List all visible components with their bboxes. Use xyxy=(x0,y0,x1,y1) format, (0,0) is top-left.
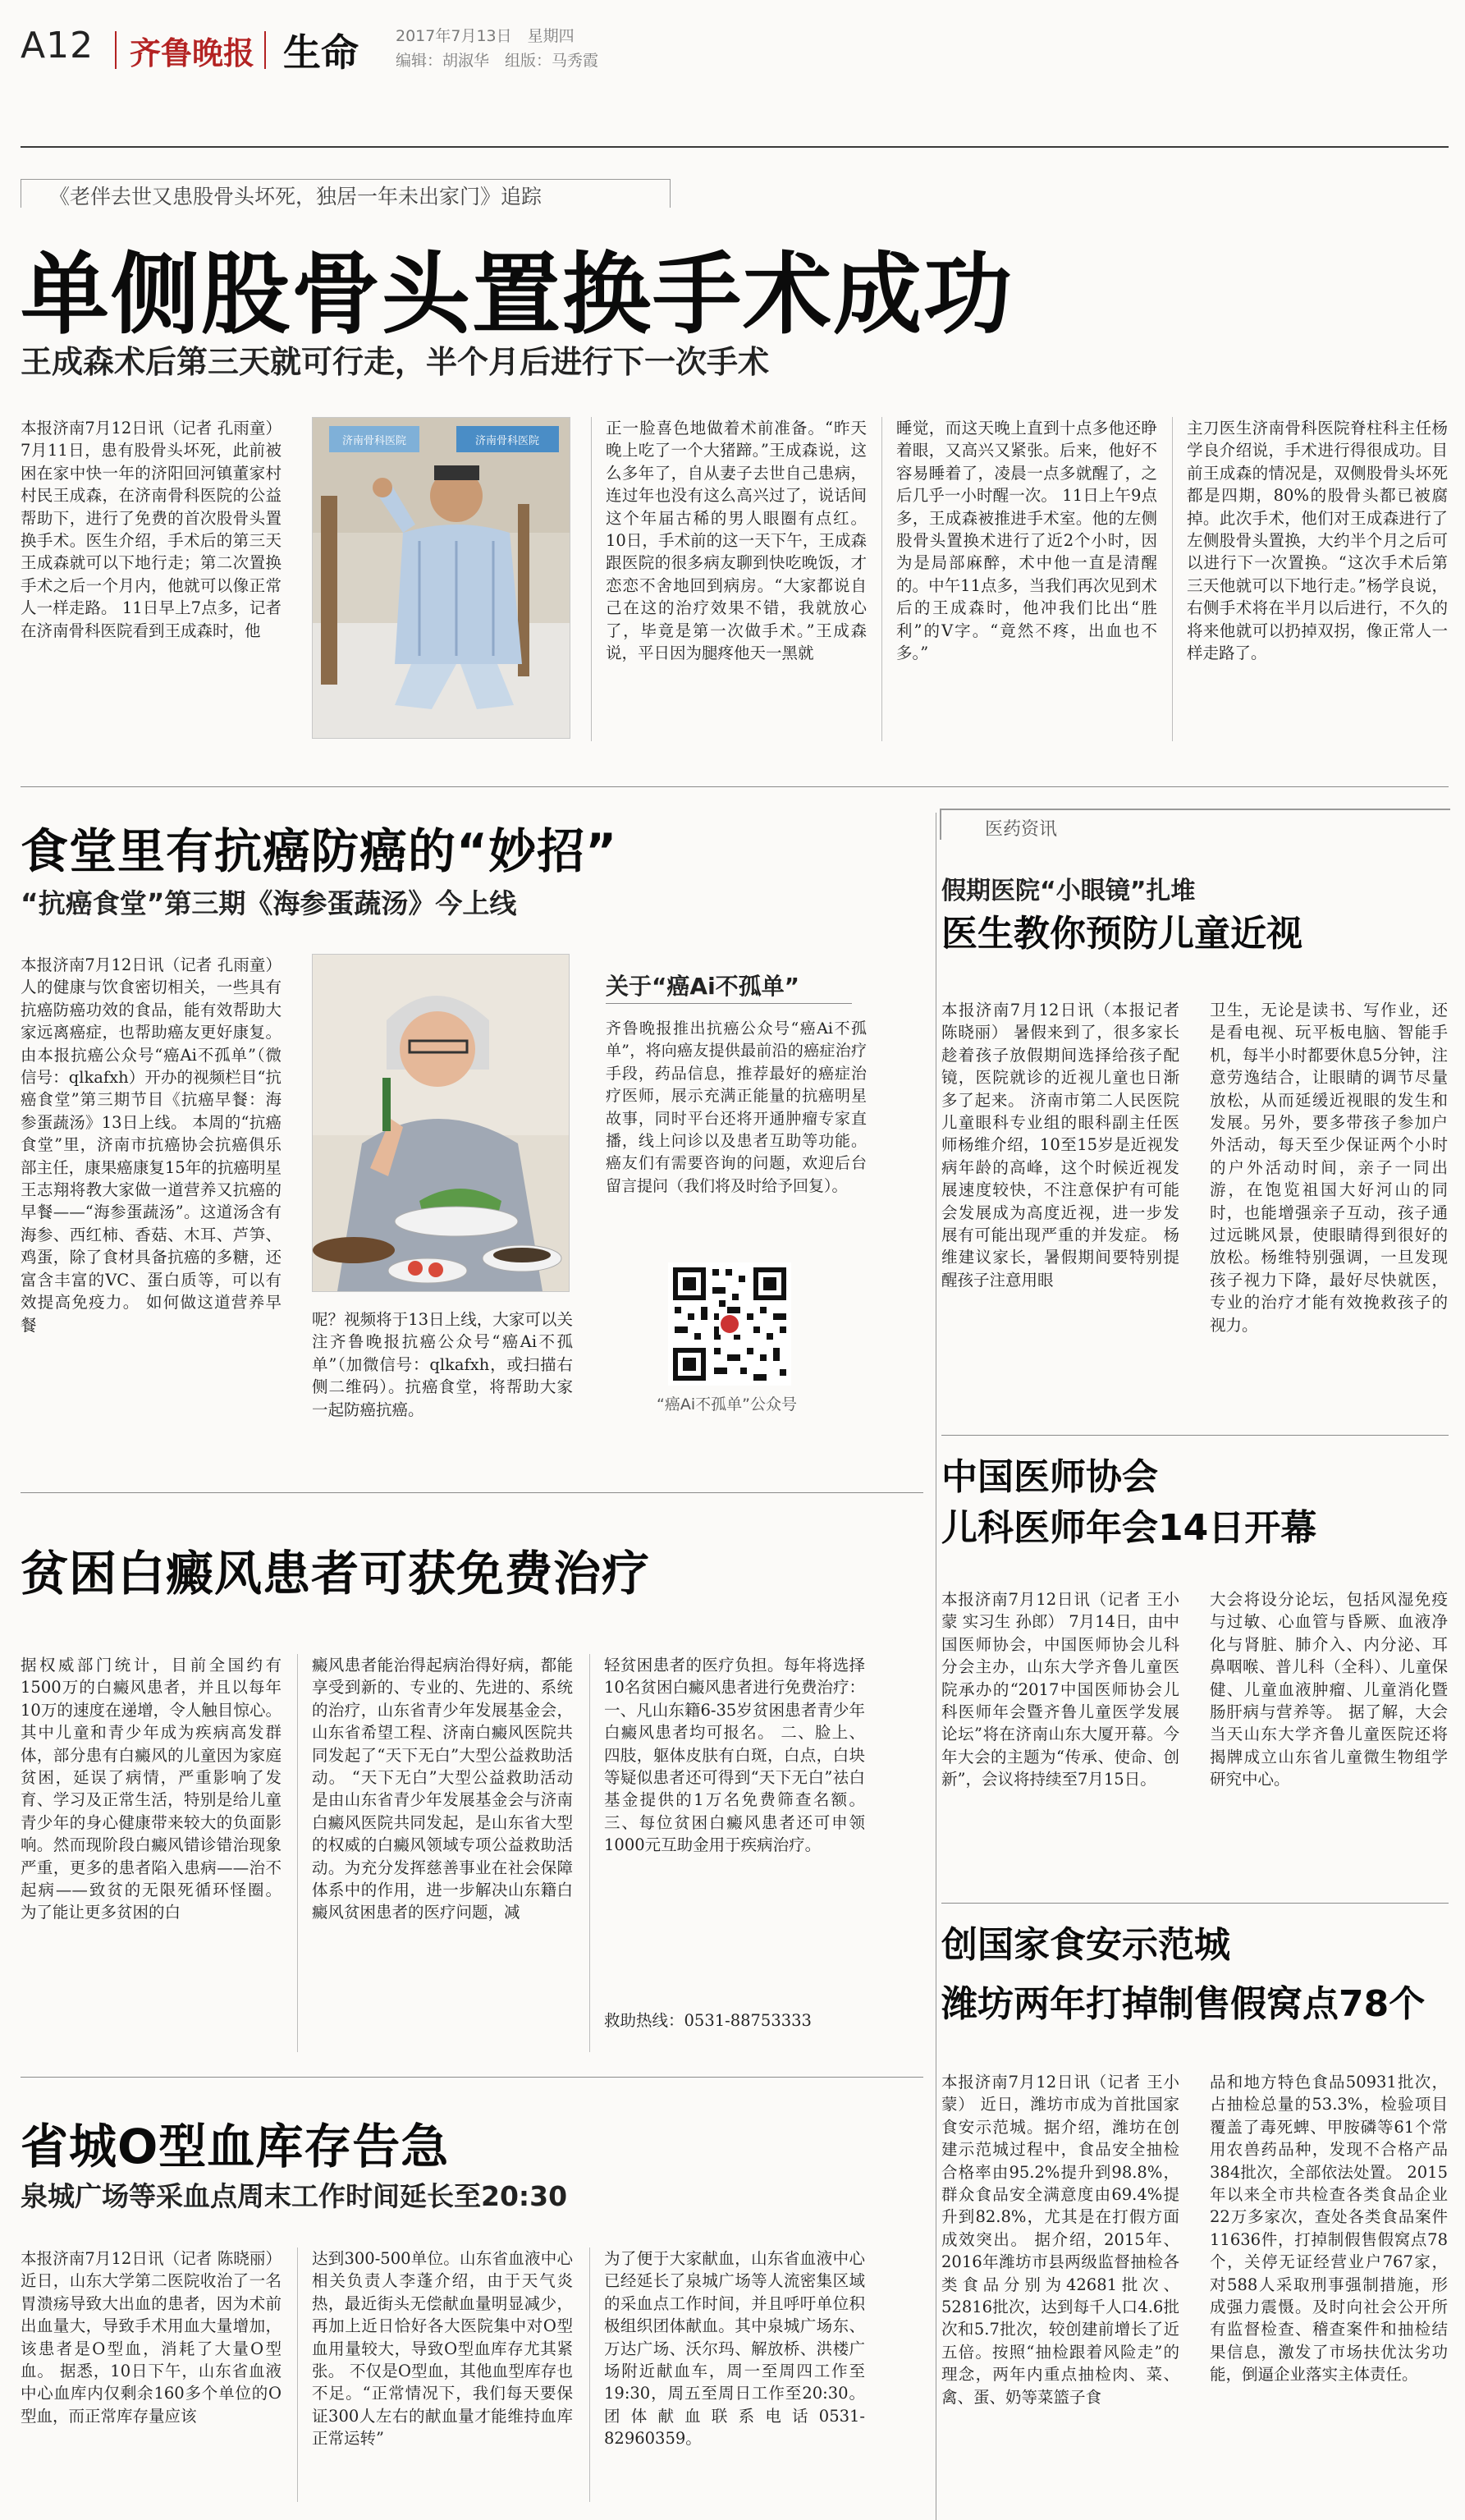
story1-headline: 单侧股骨头置换手术成功 xyxy=(21,244,1014,346)
masthead-rule xyxy=(21,146,1449,148)
story7-headline-line1: 创国家食安示范城 xyxy=(941,1924,1230,1966)
story4-col2: 达到300-500单位。山东省血液中心相关负责人李蓬介绍，由于天气炎热，最近街头无偿献血量明显减少，再加上近日恰好各大医院集中对O型血用量较大，导致O型血库存尤其紧张。 不仅是O型血，其他血型库存也不足。“正常情况下，我们每天要保证300人左右的献血量才能维持血库正常运转” xyxy=(312,2249,573,2449)
column-rule xyxy=(589,2247,590,2502)
date-line: 2017年7月13日 星期四 xyxy=(396,27,575,45)
story3-col2: 癜风患者能治得起病治得好病，都能享受到新的、专业的、先进的、系统的治疗，山东省青少年发展基金会，山东省希望工程、济南白癜风医院共同发起了“天下无白”大型公益救助活动。 “天下无白”大型公益救助活动是由山东省青少年发展基金会与济南白癜风医院共同发起，是山东省大型的权威的白癜风领域专项公益救助活动。为充分发挥慈善事业在社会保障体系中的作用，进一步解决山东籍白癜风贫困患者的医疗问题，减 xyxy=(312,1656,573,1922)
editor-line: 编辑：胡淑华 组版：马秀霞 xyxy=(396,52,599,70)
story1-col2: 正一脸喜色地做着术前准备。“昨天晚上吃了一个大猪蹄。”王成森说，这么多年了，自从妻子去世自己患病，连过年也没有这么高兴过了，说话间这个年届古稀的男人眼圈有点红。 10日，手术前的这一天下午，王成森跟医院的很多病友聊到快吃晚饭，才恋恋不舍地回到病房。“大家都说自己在这的治疗效果不错，我就放心了，毕竟是第一次做手术。”王成森说，平日因为腿疼他天一黑就 xyxy=(606,419,867,663)
story1-col1: 本报济南7月12日讯（记者 孔雨童） 7月11日，患有股骨头坏死，此前被困在家中快一年的济阳回河镇董家村村民王成森，在济南骨科医院的公益帮助下，进行了免费的首次股骨头置换手术。医生介绍，手术后的第三天王成森就可以下地行走；第二次置换手术之后一个月内，他就可以像正常人一样走路。 11日早上7点多，记者在济南骨科医院看到王成森时，他 xyxy=(21,419,282,640)
story3-col3: 轻贫困患者的医疗负担。每年将选择10名贫困白癜风患者进行免费治疗： 一、凡山东籍6-35岁贫困患者青少年白癜风患者均可报名。 二、脸上、四肢，躯体皮肤有白斑，白点，白块等疑似患者还可得到“天下无白”祛白基金提供的1万名免费筛查名额。 三、每位贫困白癜风患者还可申领1000元互助金用于疾病治疗。 xyxy=(604,1656,865,1855)
patient-photo-image xyxy=(313,418,570,738)
chef-photo xyxy=(312,954,570,1292)
info-box-title: 关于“癌Ai不孤单” xyxy=(606,973,800,1000)
story2-col1: 本报济南7月12日讯（记者 孔雨童） 人的健康与饮食密切相关，一些具有抗癌防癌功效的食品，能有效帮助大家远离癌症，也帮助癌友更好康复。由本报抗癌公众号“癌Ai不孤单”（微信号：qlkafxh）开办的视频栏目“抗癌食堂”第三期节目《抗癌早餐：海参蛋蔬汤》13日上线。 本周的“抗癌食堂”里，济南市抗癌协会抗癌俱乐部主任，康果癌康复15年的抗癌明星王志翔将教大家做一道营养又抗癌的早餐——“海参蛋蔬汤”。这道汤含有海参、西红柿、香菇、木耳、芦笋、鸡蛋，除了食材具备抗癌的多糖，还富含丰富的VC、蛋白质等，可以有效提高免疫力。 如何做这道营养早餐 xyxy=(21,955,282,1335)
column-rule xyxy=(1172,417,1173,741)
masthead-divider xyxy=(264,31,266,69)
column-rule xyxy=(297,2247,298,2502)
story7-col2: 品和地方特色食品50931批次，占抽检总量的53.3%，检验项目覆盖了毒死蜱、甲胺磷等61个常用农兽药品种，发现不合格产品384批次，全部依法处置。 2015年以来全市共检查各类食品企业22万多家次，查处各类食品案件11636件，打掉制假售假窝点78个，关停无证经营业户767家，对588人采取刑事强制措施，形成强力震慑。及时向社会公开所有监督检查、稽查案件和抽检结果信息，激发了市场扶优汰劣功能，倒逼企业落实主体责任。 xyxy=(1210,2073,1448,2385)
story1-kicker: 《老伴去世又患股骨头坏死，独居一年未出家门》追踪 xyxy=(49,185,543,208)
hotline: 救助热线：0531-88753333 xyxy=(604,2011,812,2030)
story4-subheadline: 泉城广场等采血点周末工作时间延长至20:30 xyxy=(21,2180,568,2212)
story1-subheadline: 王成森术后第三天就可行走，半个月后进行下一次手术 xyxy=(21,344,770,380)
section-name: 生命 xyxy=(283,30,359,75)
section-rule xyxy=(21,2077,923,2078)
paper-name: 齐鲁晚报 xyxy=(130,34,255,71)
masthead-divider xyxy=(115,31,117,69)
section-rule xyxy=(941,1903,1449,1904)
story4-col1: 本报济南7月12日讯（记者 陈晓丽） 近日，山东大学第二医院收治了一名胃溃疡导致大出血的患者，因为术前出血量大，导致手术用血大量增加，该患者是O型血，消耗了大量O型血。 据悉，10日下午，山东省血液中心血库内仅剩余160多个单位的O型血，而正常库存量应该 xyxy=(21,2249,282,2426)
column-rule xyxy=(297,1654,298,2052)
story3-col1: 据权威部门统计，目前全国约有1500万的白癜风患者，并且以每年10万的速度在递增，令人触目惊心。其中儿童和青少年成为疾病高发群体，部分患有白癜风的儿童因为家庭贫困，延误了病情，严重影响了发育、学习及正常生活，特别是给儿童青少年的身心健康带来较大的负面影响。然而现阶段白癜风错诊错治现象严重，更多的患者陷入患病——治不起病——致贫的无限死循环怪圈。 为了能让更多贫困的白 xyxy=(21,1656,282,1922)
qr-code[interactable] xyxy=(668,1262,791,1386)
story6-headline-line2: 儿科医师年会14日开幕 xyxy=(941,1507,1317,1549)
patient-photo xyxy=(312,417,570,739)
story2-headline: 食堂里有抗癌防癌的“妙招” xyxy=(21,823,618,879)
qr-caption: “癌Ai不孤单”公众号 xyxy=(657,1395,797,1413)
story2-subheadline: “抗癌食堂”第三期《海参蛋蔬汤》今上线 xyxy=(21,887,517,919)
story6-col2: 大会将设分论坛，包括风湿免疫与过敏、心血管与昏厥、血液净化与肾脏、肺介入、内分泌、耳鼻咽喉、普儿科（全科）、儿童保健、儿童血液肿瘤、儿童消化暨肠肝病与营养等。 据了解，大会当天山东大学齐鲁儿童医院还将揭牌成立山东省儿童微生物组学研究中心。 xyxy=(1210,1590,1448,1789)
story6-col1: 本报济南7月12日讯（记者 王小蒙 实习生 孙郎） 7月14日，由中国医师协会，中国医师协会儿科分会主办，山东大学齐鲁儿童医院承办的“2017中国医师协会儿科医师年会暨齐鲁儿童医学发展论坛”将在济南山东大厦开幕。今年大会的主题为“传承、使命、创新”，会议将持续至7月15日。 xyxy=(941,1590,1179,1789)
story1-col3: 睡觉，而这天晚上直到十点多他还睁着眼，又高兴又紧张。后来，他好不容易睡着了，凌晨一点多就醒了，之后几乎一小时醒一次。 11日上午9点多，王成森被推进手术室。他的左侧股骨头置换术进行了近2个小时，因为是局部麻醉，术中他一直是清醒的。中午11点多，当我们再次见到术后的王成森时，他冲我们比出“胜利”的V字。“竟然不疼，出血也不多。” xyxy=(896,419,1157,663)
story7-headline-line2: 潍坊两年打掉制售假窝点78个 xyxy=(941,1983,1426,2025)
section-rule xyxy=(21,786,1449,787)
info-box-rule xyxy=(606,1003,852,1004)
page-number: A12 xyxy=(21,25,94,66)
section-rule xyxy=(941,1435,1449,1436)
story1-col4: 主刀医生济南骨科医院脊柱科主任杨学良介绍说，手术进行得很成功。目前王成森的情况是，双侧股骨头坏死都是四期，80%的股骨头都已被腐掉。此次手术，他们对王成森进行了左侧股骨头置换，大约半个月之后可以进行下一次置换。“这次手术后第三天他就可以下地行走。”杨学良说，右侧手术将在半月以后进行，不久的将来他就可以扔掉双拐，像正常人一样走路了。 xyxy=(1187,419,1448,663)
info-box-text: 齐鲁晚报推出抗癌公众号“癌Ai不孤单”，将向癌友提供最前沿的癌症治疗手段，药品信息，推荐最好的癌症治疗医师，展示充满正能量的抗癌明星故事，同时平台还将开通肿瘤专家直播，线上问诊以及患者互助等功能。癌友们有需要咨询的问题，欢迎后台留言提问（我们将及时给予回复）。 xyxy=(606,1019,867,1195)
story5-col1: 本报济南7月12日讯（本报记者 陈晓丽） 暑假来到了，很多家长趁着孩子放假期间选择给孩子配镜，医院就诊的近视儿童也日渐多了起来。 济南市第二人民医院儿童眼科专业组的眼科副主任医师杨维介绍，10至15岁是近视发病年龄的高峰，这个时候近视发展速度较快，不注意保护有可能会发展成为高度近视，进一步发展有可能出现严重的并发症。 杨维建议家长，暑假期间要特别提醒孩子注意用眼 xyxy=(941,1001,1179,1290)
news-tag: 医药资讯 xyxy=(985,819,1058,840)
story5-col2: 卫生，无论是读书、写作业，还是看电视、玩平板电脑、智能手机，每半小时都要休息5分钟，注意劳逸结合，让眼睛的调节尽量放松，从而延缓近视眼的发生和发展。另外，要多带孩子参加户外活动，每天至少保证两个小时的户外活动时间，亲子一同出游，在饱览祖国大好河山的同时，也能增强亲子互动，孩子通过远眺风景，使眼睛得到很好的放松。杨维特别强调，一旦发现孩子视力下降，最好尽快就医，专业的治疗才能有效挽救孩子的视力。 xyxy=(1210,1001,1448,1335)
story7-col1: 本报济南7月12日讯（记者 王小蒙） 近日，潍坊市成为首批国家食安示范城。据介绍，潍坊在创建示范城过程中，食品安全抽检合格率由95.2%提升到98.8%，群众食品安全满意度由69.4%提升到82.8%，尤其是在打假方面成效突出。 据介绍，2015年、2016年潍坊市县两级监督抽检各类食品分别为42681批次、52816批次，达到每千人口4.6批次和5.7批次，较创建前增长了近五倍。按照“抽检跟着风险走”的理念，两年内重点抽检肉、菜、禽、蛋、奶等菜篮子食 xyxy=(941,2073,1179,2407)
story2-col2: 呢？视频将于13日上线，大家可以关注齐鲁晚报抗癌公众号“癌Ai不孤单”（加微信号：qlkafxh，或扫描右侧二维码）。抗癌食堂，将帮助大家一起防癌抗癌。 xyxy=(312,1310,573,1419)
story3-headline: 贫困白癜风患者可获免费治疗 xyxy=(21,1546,651,1601)
wall-sign-text-1: 济南骨科医院 xyxy=(341,435,407,447)
qr-code-image xyxy=(668,1262,791,1386)
story4-col3: 为了便于大家献血，山东省血液中心已经延长了泉城广场等人流密集区域的采血点工作时间，并且呼吁单位积极组织团体献血。其中泉城广场东、万达广场、沃尔玛、解放桥、洪楼广场附近献血车，周一至周四工作至19:30，周五至周日工作至20:30。团体献血联系电话0531-82960359。 xyxy=(604,2249,865,2449)
wall-sign-text-2: 济南骨科医院 xyxy=(474,435,540,447)
story6-headline-line1: 中国医师协会 xyxy=(941,1456,1158,1498)
section-rule xyxy=(21,1492,923,1493)
column-rule xyxy=(881,417,882,741)
chef-photo-image xyxy=(313,955,569,1291)
column-rule xyxy=(591,417,592,741)
column-rule xyxy=(589,1654,590,2052)
story5-kicker: 假期医院“小眼镜”扎堆 xyxy=(941,877,1196,905)
story4-headline: 省城O型血库存告急 xyxy=(21,2119,450,2174)
story5-headline: 医生教你预防儿童近视 xyxy=(941,913,1302,955)
